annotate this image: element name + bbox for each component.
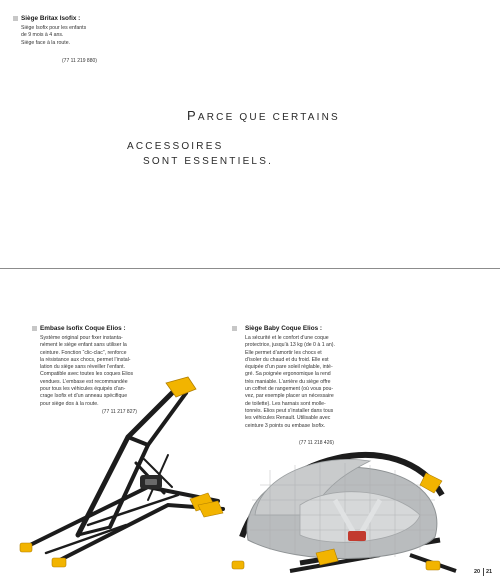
isofix-base-photo [18,375,233,570]
left-product-line: Compatible avec toutes les coques Elios [40,371,134,378]
baby-seat-photo [230,445,460,575]
left-product-line: ceinture. Fonction “clic-clac”, renforce [40,349,127,356]
right-product-title: Siège Baby Coque Elios : [245,324,323,332]
page-number-right: 21 [486,569,493,575]
right-product-line: un coffret de rangement (où vous pou- [245,386,334,393]
tagline-line-1 [187,108,340,123]
right-product-line: équipée d’un pare soleil réglable, inté- [245,364,333,371]
tagline-line-3: SONT ESSENTIELS. [143,156,274,167]
tagline-initial: P [187,108,198,123]
top-product-description [21,25,86,47]
top-product-line: Siège face à la route. [21,39,71,46]
top-product-reference: (77 11 219 880) [62,58,97,64]
left-product-line: crage Isofix et d’un anneau spécifique [40,393,128,400]
section-divider [0,268,500,269]
left-product-line: pour siège dos à la route. [40,400,99,407]
right-product-line: très maniable. L’arrière du siège offre [245,378,331,385]
bullet-square-icon [32,326,37,331]
left-product-line: vendues. L’embase est recommandée [40,378,128,385]
right-product-line: de toilette). Les harnais sont molle- [245,400,326,407]
right-product-line: protectrice, jusqu’à 13 kg (de 0 à 1 an). [245,342,335,349]
right-product-reference: (77 11 218 426) [299,440,334,446]
tagline-line-2: ACCESSOIRES [127,141,224,152]
top-product-line: de 9 mois à 4 ans. [21,32,64,39]
page-number-left: 20 [474,569,481,575]
left-product-line: lation du siège sans réveiller l’enfant. [40,364,126,371]
right-product-line: ceinture 3 points ou embase Isofix. [245,422,326,429]
right-product-line: gré. Sa poignée ergonomique la rend [245,371,331,378]
bullet-square-icon [13,16,18,21]
right-product-line: vez, par exemple placer un nécessaire [245,393,334,400]
top-product-title: Siège Britax Isofix : [21,14,81,22]
page-number-separator [483,568,484,576]
tagline-line-1-text: ARCE QUE CERTAINS [197,112,340,123]
left-product-line: pour tous les véhicules équipés d’an- [40,386,126,393]
top-product-line: Siège Isofix pour les enfants [21,25,87,31]
right-product-line: Elle permet d’amortir les chocs et [245,349,322,356]
right-product-line: d’isoler du chaud et du froid. Elle est [245,356,329,363]
left-product-line: Système original pour fixer instanta- [40,335,123,341]
left-product-line: nément le siège enfant sans utiliser la [40,342,127,349]
left-product-reference: (77 11 217 827) [102,409,137,415]
right-product-line: tonnés. Elios peut s’installer dans tous [245,407,334,414]
right-product-line: les véhicules Renault. Utilisable avec [245,415,331,422]
bullet-square-icon [232,326,237,331]
left-product-title: Embase Isofix Coque Elios : [40,324,126,332]
left-product-line: la résistance aux chocs, permet l’instal- [40,356,131,363]
right-product-description [245,335,335,430]
right-product-line: La sécurité et le confort d’une coque [245,335,329,341]
